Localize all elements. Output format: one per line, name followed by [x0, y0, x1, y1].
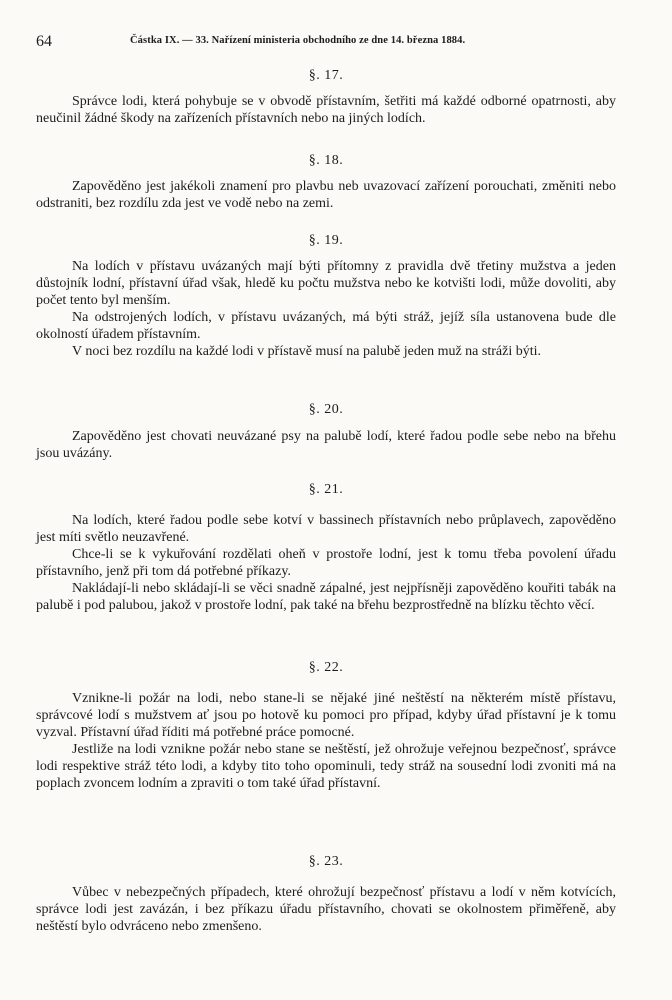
section-20: [36, 402, 616, 462]
section-title: §. 20.: [308, 402, 344, 417]
section-title: §. 18.: [308, 153, 344, 168]
paragraph: Vůbec v nebezpečných případech, které ohrožují bezpečnosť přístavu a lodí v něm kotvících, správce lodi jest zavázán, i bez příkazu úřadu přístavního, chovati se okolnostem přiměřeně, aby neštěstí bylo odvráceno nebo zmenšeno.: [36, 885, 616, 934]
paragraph: V noci bez rozdílu na každé lodi v přístavě musí na palubě jeden muž na stráži býti.: [72, 344, 541, 359]
paragraph: Jestliže na lodi vznikne požár nebo stane se neštěstí, jež ohrožuje veřejnou bezpečnosť, správce lodi respektive stráž této lodi, a kdyby tito toho opominuli, tedy stráž na sousední lodi zvoniti má na poplach zvoncem lodním a zpraviti o tom také úřad přístavní.: [36, 742, 616, 791]
section-title: §. 19.: [308, 233, 344, 248]
section-18: [36, 153, 616, 212]
section-21: [36, 482, 616, 614]
section-title: §. 23.: [308, 854, 344, 869]
section-title: §. 22.: [308, 660, 344, 675]
page-header: [36, 33, 616, 53]
paragraph: Na lodích v přístavu uvázaných mají býti přítomny z pravidla dvě třetiny mužstva a jeden důstojník lodní, přístavní úřad však, hledě ku počtu mužstva nebo ke kotvišti lodi, může dovoliti, aby počet tento byl menším.: [36, 259, 616, 308]
paragraph: Vznikne-li požár na lodi, nebo stane-li se nějaké jiné neštěstí na některém místě přístavu, správcové lodí s mužstvem ať jsou po hotově ku pomoci pro případ, kdyby úřad přístavní je k tomu vyzval. Přístavní úřad říditi má potřebné práce pomocné.: [36, 691, 616, 740]
page-number: 64: [36, 33, 52, 50]
section-title: §. 21.: [308, 482, 344, 497]
paragraph: Na odstrojených lodích, v přístavu uvázaných, má býti stráž, jejíž síla ustanovena bude dle okolností úřadem přístavním.: [36, 310, 616, 342]
section-22: [36, 660, 616, 792]
section-19: [36, 233, 616, 360]
section-title: §. 17.: [308, 68, 344, 83]
section-23: [36, 854, 616, 935]
running-title: Částka IX. — 33. Nařízení ministeria obchodního ze dne 14. března 1884.: [130, 35, 466, 46]
paragraph: Chce-li se k vykuřování rozdělati oheň v prostoře lodní, jest k tomu třeba povolení úřadu přístavního, jenž při tom dá potřebné příkazy.: [36, 547, 616, 579]
paragraph: Správce lodi, která pohybuje se v obvodě přístavním, šetřiti má každé odborné opatrnosti, aby neučinil žádné škody na zařízeních přístavních nebo na jiných lodích.: [36, 94, 616, 126]
paragraph: Na lodích, které řadou podle sebe kotví v bassinech přístavních nebo průplavech, zapověděno jest míti světlo neuzavřené.: [36, 513, 616, 545]
section-17: [36, 68, 616, 127]
paragraph: Zapověděno jest jakékoli znamení pro plavbu neb uvazovací zařízení porouchati, změniti nebo odstraniti, bez rozdílu zda jest ve vodě nebo na zemi.: [36, 179, 616, 211]
paragraph: Zapověděno jest chovati neuvázané psy na palubě lodí, které řadou podle sebe nebo na břehu jsou uvázány.: [36, 429, 616, 461]
paragraph: Nakládají-li nebo skládají-li se věci snadně zápalné, jest nejpřísněji zapověděno kouřiti tabák na palubě i pod palubou, jakož v prostoře lodní, pak také na břehu bezprostředně na blízku těchto věcí.: [36, 581, 616, 613]
